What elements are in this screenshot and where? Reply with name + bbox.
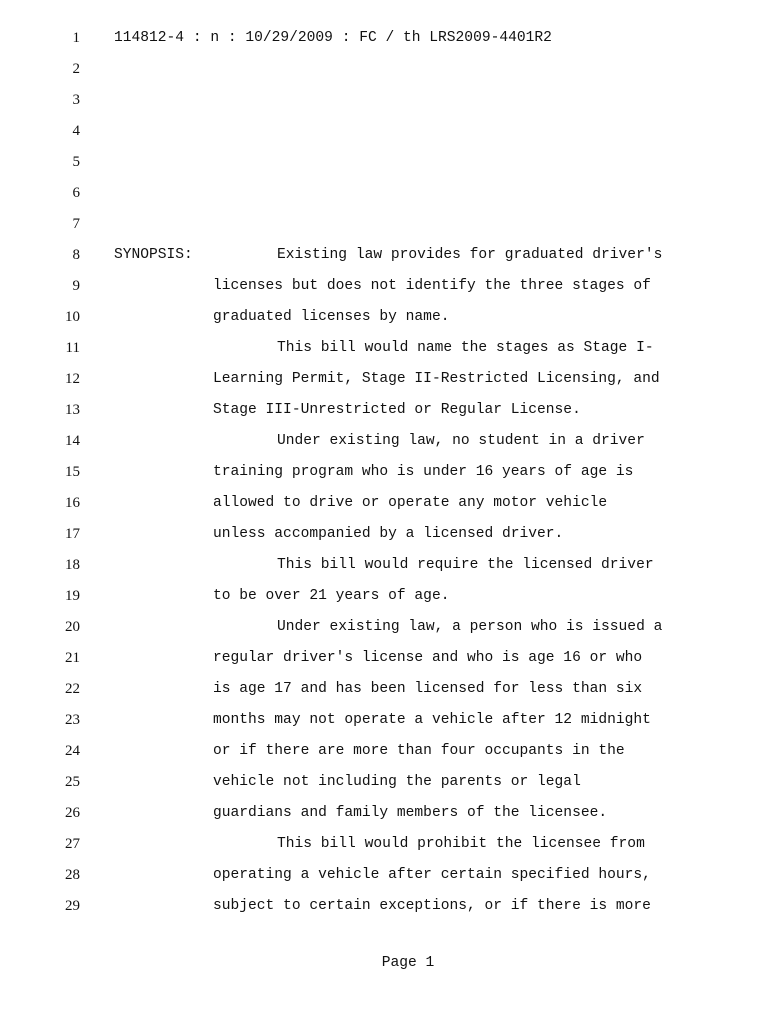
synopsis-line: unless accompanied by a licensed driver.	[213, 526, 564, 542]
line-number: 9	[72, 278, 80, 294]
line-number: 19	[65, 588, 80, 604]
line-number: 6	[72, 185, 80, 201]
line-number: 25	[65, 774, 80, 790]
synopsis-line: Under existing law, no student in a driver	[277, 433, 645, 449]
synopsis-line: licenses but does not identify the three stages of	[213, 278, 651, 294]
synopsis-line: guardians and family members of the licensee.	[213, 805, 608, 821]
synopsis-line: allowed to drive or operate any motor vehicle	[213, 495, 608, 511]
page-number: Page 1	[381, 955, 435, 971]
line-number: 5	[72, 154, 80, 170]
synopsis-line: This bill would name the stages as Stage I-	[277, 340, 654, 356]
synopsis-line: subject to certain exceptions, or if there is more	[213, 898, 651, 914]
line-number: 7	[72, 216, 80, 232]
synopsis-line: is age 17 and has been licensed for less than six	[213, 681, 643, 697]
synopsis-line: Under existing law, a person who is issued a	[277, 619, 663, 635]
line-number: 13	[65, 402, 80, 418]
line-number: 11	[65, 340, 80, 356]
synopsis-line: training program who is under 16 years of age is	[213, 464, 634, 480]
synopsis-line: Existing law provides for graduated driver's	[277, 247, 663, 263]
line-number: 23	[65, 712, 80, 728]
line-number: 18	[65, 557, 80, 573]
synopsis-line: graduated licenses by name.	[213, 309, 450, 325]
line-number: 14	[65, 433, 80, 449]
line-number: 3	[72, 92, 80, 108]
synopsis-line: Learning Permit, Stage II-Restricted Licensing, and	[213, 371, 660, 387]
line-number: 16	[65, 495, 80, 511]
synopsis-label: SYNOPSIS:	[114, 247, 193, 263]
synopsis-line: months may not operate a vehicle after 12 midnight	[213, 712, 651, 728]
line-number: 12	[65, 371, 80, 387]
line-number: 24	[65, 743, 80, 759]
synopsis-line: to be over 21 years of age.	[213, 588, 450, 604]
line-number: 22	[65, 681, 80, 697]
bill-header: 114812-4 : n : 10/29/2009 : FC / th LRS2009-4401R2	[114, 30, 552, 46]
line-number: 20	[65, 619, 80, 635]
line-number: 28	[65, 867, 80, 883]
line-number: 15	[65, 464, 80, 480]
line-number: 10	[65, 309, 80, 325]
line-number: 8	[72, 247, 80, 263]
synopsis-line: vehicle not including the parents or legal	[213, 774, 581, 790]
line-number: 21	[65, 650, 80, 666]
line-number: 17	[65, 526, 80, 542]
synopsis-line: regular driver's license and who is age 16 or who	[213, 650, 643, 666]
line-number: 2	[72, 61, 80, 77]
synopsis-line: or if there are more than four occupants in the	[213, 743, 625, 759]
line-number: 26	[65, 805, 80, 821]
line-number: 27	[65, 836, 80, 852]
synopsis-line: Stage III-Unrestricted or Regular License.	[213, 402, 581, 418]
synopsis-line: operating a vehicle after certain specified hours,	[213, 867, 651, 883]
synopsis-line: This bill would require the licensed driver	[277, 557, 654, 573]
line-number: 1	[72, 30, 80, 46]
synopsis-line: This bill would prohibit the licensee from	[277, 836, 645, 852]
line-number: 4	[72, 123, 80, 139]
line-number: 29	[65, 898, 80, 914]
